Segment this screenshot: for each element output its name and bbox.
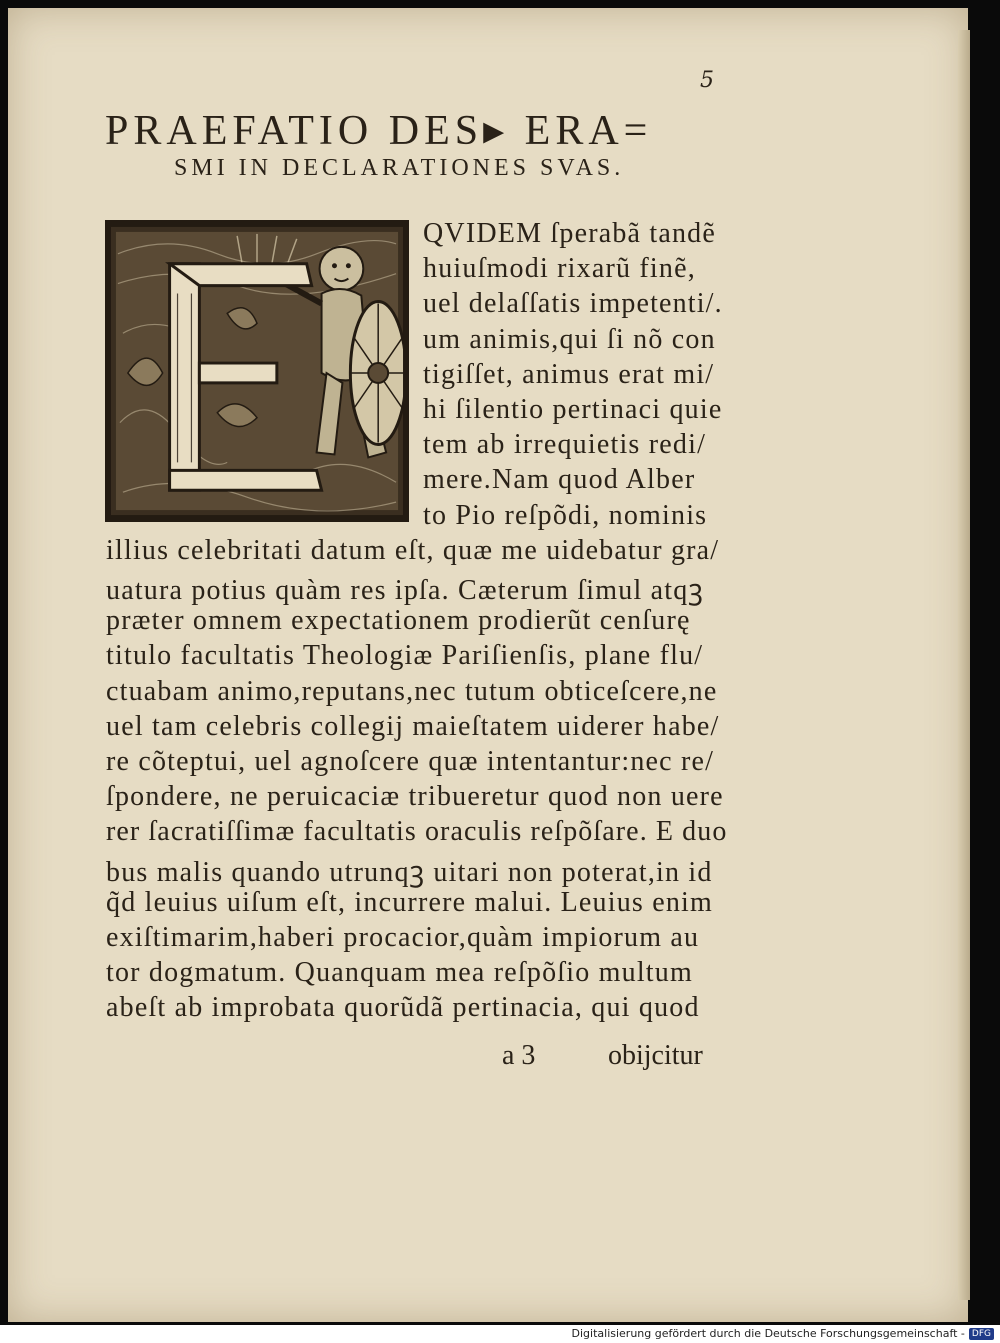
text-line: illius celebritati datum eſt, quæ me uidebatur gra/ <box>106 534 720 566</box>
digitization-footer <box>572 1327 994 1340</box>
text-line: titulo facultatis Theologiæ Pariſienſis, plane flu/ <box>106 640 704 672</box>
footer-text: Digitalisierung gefördert durch die Deutsche Forschungsgemeinschaft - <box>571 1327 965 1340</box>
text-line: mere.Nam quod Alber <box>423 464 696 496</box>
woodcut-initial-illustration <box>108 223 406 519</box>
dfg-logo: DFG <box>969 1328 994 1340</box>
text-line: uel delaſſatis impetenti/. <box>423 288 723 320</box>
text-line: QVIDEM ſperabã tandẽ <box>423 218 717 249</box>
catchword: obijcitur <box>608 1040 703 1071</box>
text-line: uatura potius quàm res ipſa. Cæterum ſimul atqꝫ <box>106 575 704 606</box>
text-line: præter omnem expectationem prodierũt cenſurę <box>106 605 691 637</box>
text-line: tigiſſet, animus erat mi/ <box>423 358 715 390</box>
page-number: 5 <box>700 68 714 93</box>
decorative-initial-e <box>105 220 409 522</box>
text-line: re cõteptui, uel agnoſcere quæ intentantur:nec re/ <box>106 746 715 777</box>
text-line: uel tam celebris collegij maieſtatem uiderer habe/ <box>106 710 720 742</box>
text-line: abeſt ab improbata quorũdã pertinacia, qui quod <box>106 992 700 1024</box>
text-line: ctuabam animo,reputans,nec tutum obticeſcere,ne <box>106 675 718 707</box>
text-line: q̃d leuius uiſum eſt, incurrere malui. Leuius enim <box>106 886 714 918</box>
text-line: to Pio reſpõdi, nominis <box>423 499 708 531</box>
signature-mark: a 3 <box>502 1040 536 1071</box>
text-line: rer ſacratiſſimæ facultatis oraculis reſpõſare. E duo <box>106 816 728 848</box>
title-line-1: PRAEFATIO DES▸ ERA= <box>105 108 653 154</box>
text-line: hi ſilentio pertinaci quie <box>423 394 723 425</box>
text-line: um animis,qui ſi nõ con <box>423 323 716 355</box>
text-line: exiſtimarim,haberi procacior,quàm impiorum au <box>106 922 700 953</box>
text-line: tem ab irrequietis redi/ <box>423 429 707 461</box>
text-line: bus malis quando utrunqꝫ uitari non poterat,in id <box>106 856 713 888</box>
text-line: tor dogmatum. Quanquam mea reſpõſio multum <box>106 957 693 989</box>
text-line: huiuſmodi rixarũ finẽ, <box>423 253 696 285</box>
title-line-2: SMI IN DECLARATIONES SVAS. <box>174 155 625 181</box>
page-edge <box>958 30 970 1300</box>
text-line: ſpondere, ne peruicaciæ tribueretur quod non uere <box>106 781 724 813</box>
